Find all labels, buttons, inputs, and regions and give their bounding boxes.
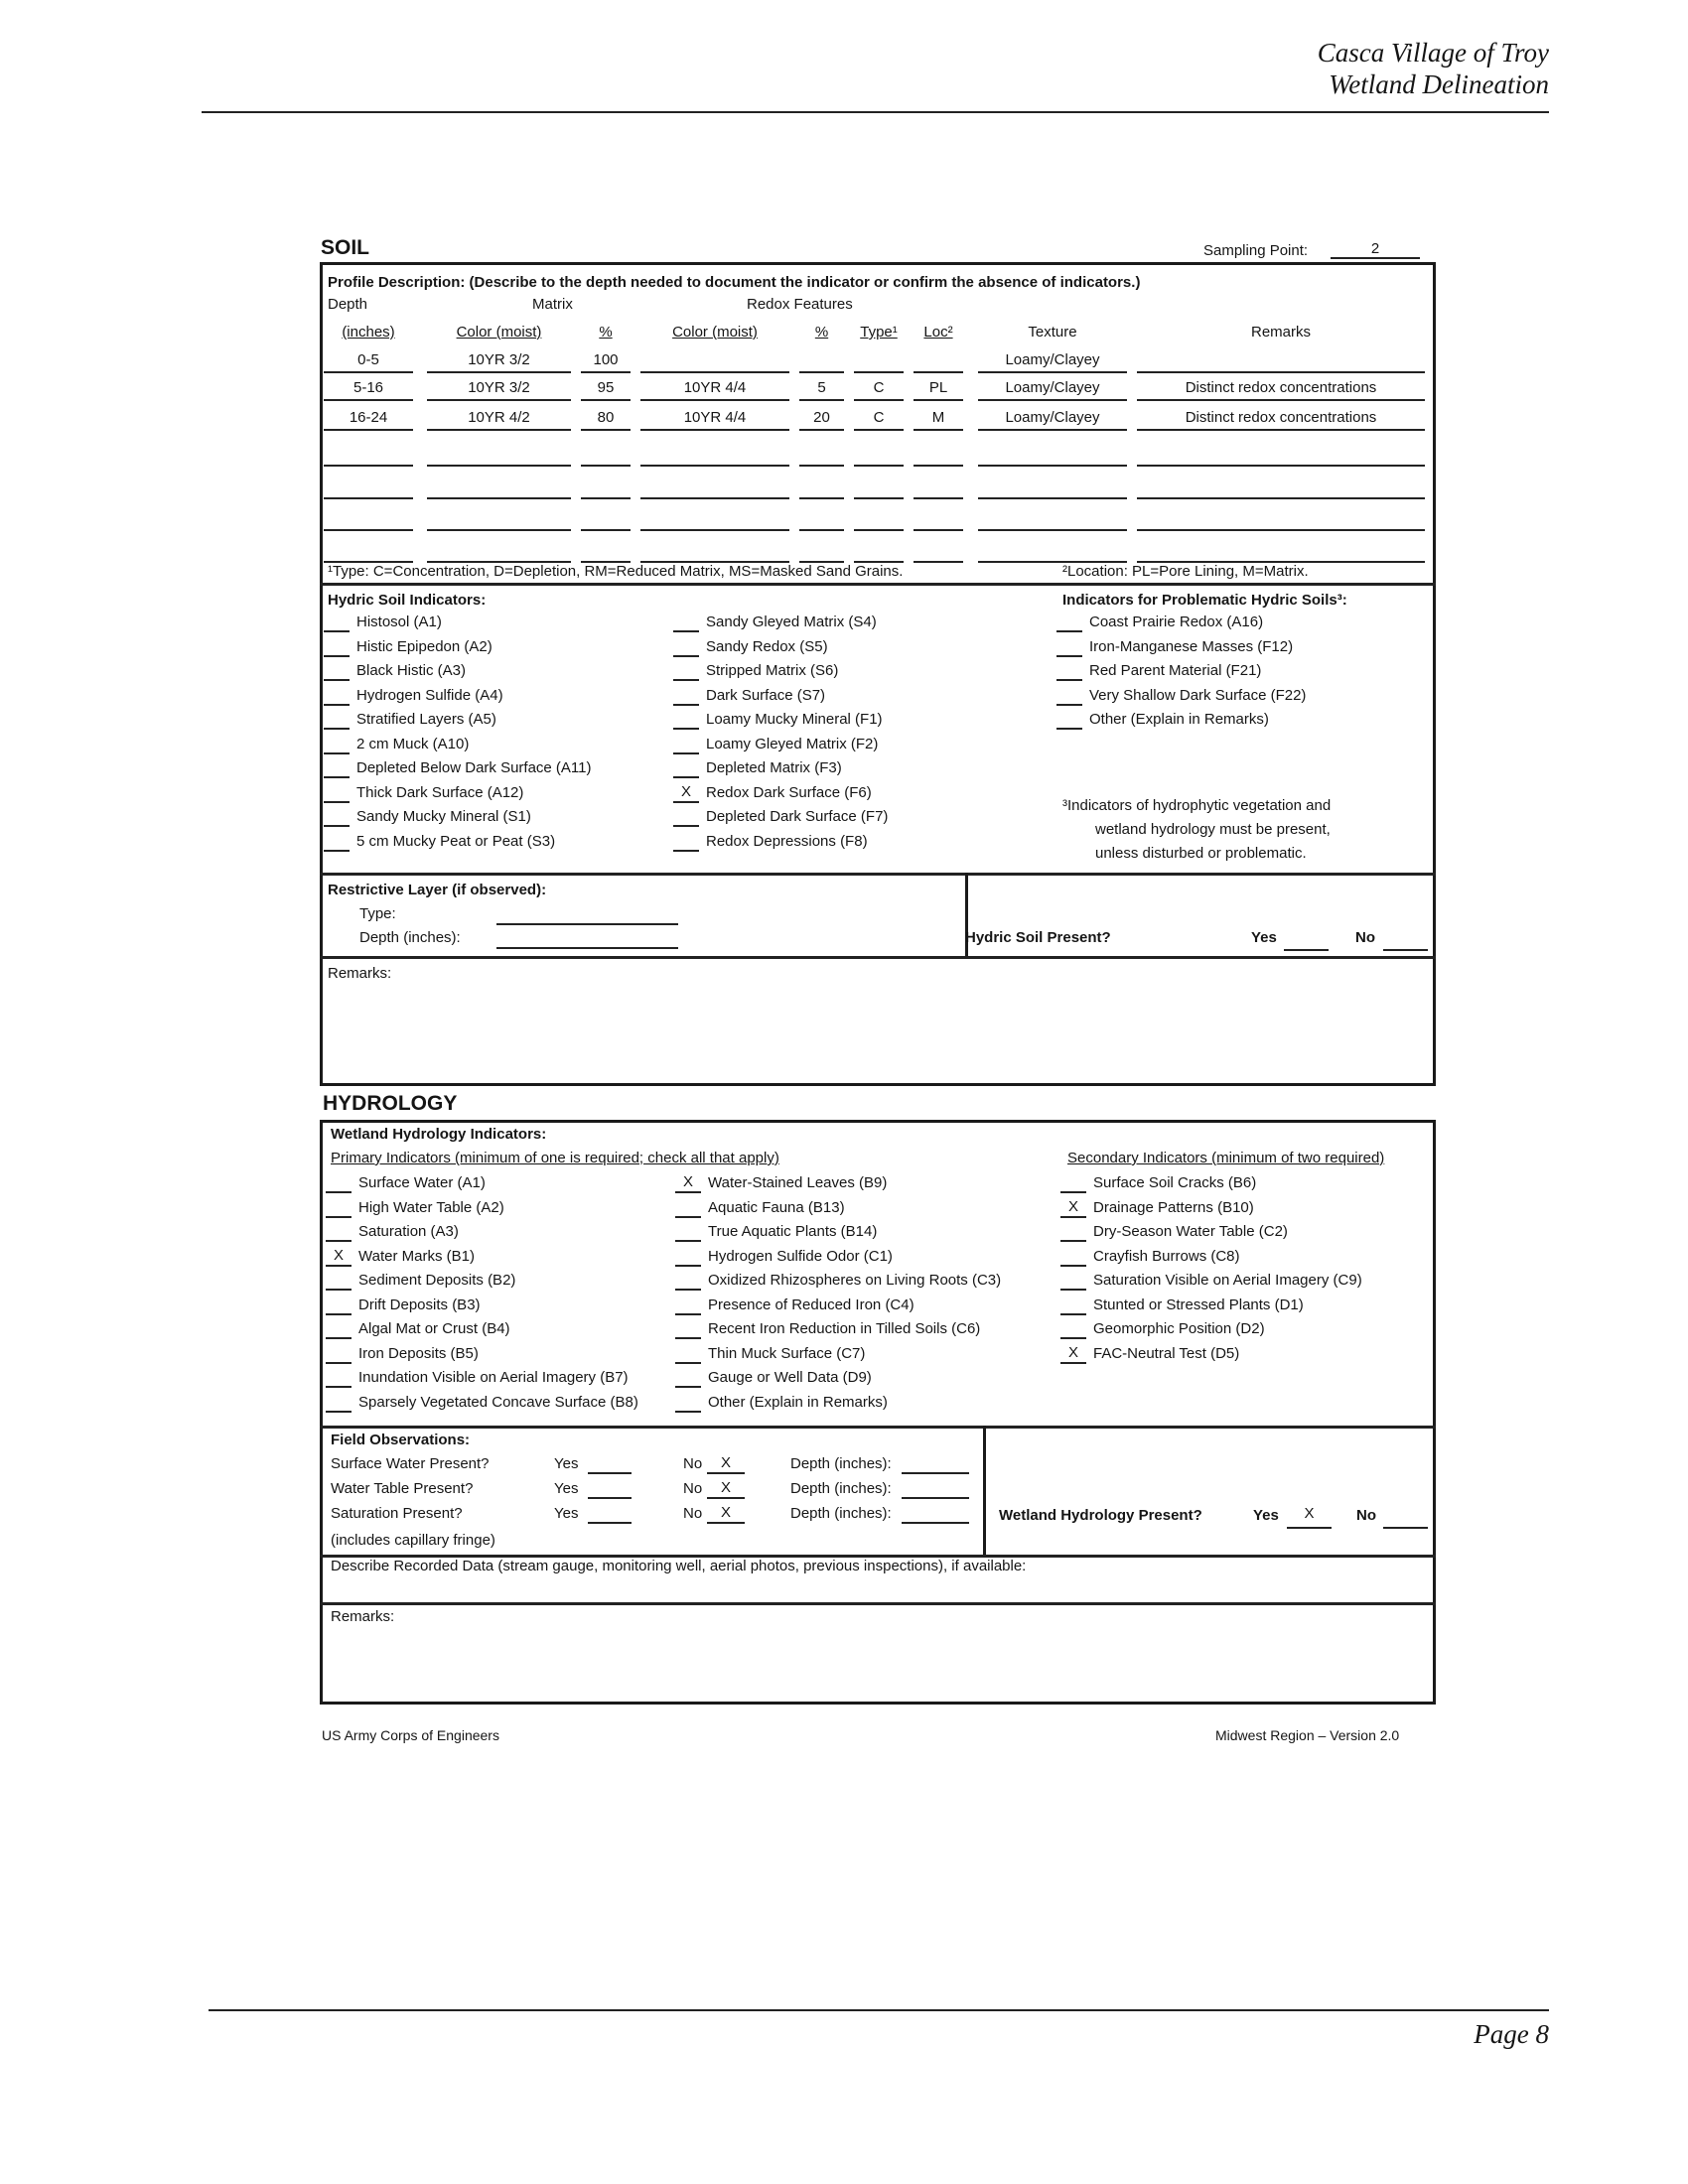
field-obs-divider (983, 1426, 986, 1555)
primary-indicator-label: Oxidized Rhizospheres on Living Roots (C3) (708, 1272, 1002, 1289)
field-obs-yes-field[interactable] (588, 1454, 632, 1474)
problematic-indicator-label: Coast Prairie Redox (A16) (1089, 614, 1264, 630)
col-texture: Texture (1028, 324, 1077, 341)
page-number: Page 8 (1474, 2019, 1549, 2049)
hydric-indicator-label: Loamy Gleyed Matrix (F2) (706, 735, 879, 752)
soil-divider-3 (320, 956, 1436, 959)
primary-indicator-label: Presence of Reduced Iron (C4) (708, 1296, 914, 1313)
table-cell-mpct: 100 (593, 351, 619, 368)
hydrology-remarks-label: Remarks: (331, 1608, 395, 1625)
problematic-indicator-check[interactable] (1056, 710, 1082, 730)
table-cell-line (640, 399, 789, 401)
field-obs-depth-label: Depth (inches): (790, 1455, 892, 1472)
table-cell-line (978, 465, 1127, 467)
table-cell-texture: Loamy/Clayey (1005, 379, 1100, 396)
secondary-indicator-label: Dry-Season Water Table (C2) (1093, 1223, 1288, 1240)
table-cell-line (640, 497, 789, 499)
table-cell-loc: PL (928, 379, 948, 396)
problematic-indicator-label: Red Parent Material (F21) (1089, 662, 1262, 679)
primary-indicators-title: Primary Indicators (minimum of one is required; check all that apply) (331, 1150, 779, 1166)
primary-indicator-label: Recent Iron Reduction in Tilled Soils (C6) (708, 1320, 981, 1337)
primary-indicator-label: Hydrogen Sulfide Odor (C1) (708, 1247, 893, 1265)
hydric-indicator-check[interactable] (673, 735, 699, 754)
primary-indicator-label: Inundation Visible on Aerial Imagery (B7) (358, 1369, 629, 1386)
table-cell-line (581, 399, 631, 401)
hydric-indicator-check[interactable] (673, 661, 699, 681)
primary-indicator-label: Surface Water (A1) (358, 1174, 486, 1191)
hydrology-divider-3 (320, 1602, 1436, 1605)
primary-indicator-check[interactable] (675, 1368, 701, 1388)
wetland-yes-field[interactable] (1287, 1527, 1332, 1529)
hydric-indicator-check[interactable] (673, 686, 699, 706)
table-cell-line (324, 465, 413, 467)
table-cell-line (914, 399, 963, 401)
secondary-indicator-check[interactable] (1060, 1296, 1086, 1315)
wetland-hydrology-present-label: Wetland Hydrology Present? (999, 1507, 1202, 1524)
form-agency: US Army Corps of Engineers (322, 1727, 499, 1743)
restrictive-layer-title: Restrictive Layer (if observed): (328, 882, 547, 898)
table-cell-line (1137, 399, 1425, 401)
hydric-yes-field[interactable] (1284, 949, 1329, 951)
table-cell-line (799, 399, 844, 401)
table-cell-line (914, 497, 963, 499)
col-matrix-color: Color (moist) (456, 324, 542, 341)
col-redox-features: Redox Features (747, 296, 853, 313)
table-cell-remarks: Distinct redox concentrations (1185, 379, 1377, 396)
primary-indicator-label: Saturation (A3) (358, 1223, 459, 1240)
hydric-indicator-label: Histosol (A1) (356, 614, 442, 630)
primary-indicator-check[interactable] (675, 1271, 701, 1291)
table-cell-line (427, 371, 571, 373)
hydric-indicator-check[interactable]: X (673, 783, 699, 803)
table-cell-line (427, 429, 571, 431)
hydric-indicator-label: Histic Epipedon (A2) (356, 637, 492, 655)
table-cell-line (640, 429, 789, 431)
table-cell-line (640, 371, 789, 373)
table-cell-rcolor: 10YR 4/4 (683, 409, 747, 426)
secondary-indicator-label: Crayfish Burrows (C8) (1093, 1247, 1240, 1265)
table-cell-line (978, 399, 1127, 401)
secondary-indicator-label: Drainage Patterns (B10) (1093, 1198, 1254, 1216)
col-redox-color: Color (moist) (672, 324, 758, 341)
table-cell-mpct: 95 (597, 379, 615, 396)
hydric-indicator-check[interactable] (324, 832, 350, 852)
secondary-indicator-check[interactable]: X (1060, 1344, 1086, 1364)
col-loc: Loc² (923, 324, 953, 341)
table-cell-line (914, 465, 963, 467)
hydric-indicator-label: 2 cm Muck (A10) (356, 735, 470, 752)
hydric-indicator-check[interactable] (324, 637, 350, 657)
primary-indicator-check[interactable] (326, 1271, 352, 1291)
primary-indicator-label: Sparsely Vegetated Concave Surface (B8) (358, 1393, 638, 1411)
table-cell-mpct: 80 (597, 409, 615, 426)
table-cell-line (581, 497, 631, 499)
soil-section-title: SOIL (321, 236, 370, 259)
field-obs-depth-field[interactable] (902, 1454, 969, 1474)
table-cell-line (427, 399, 571, 401)
hydric-indicator-label: Depleted Below Dark Surface (A11) (356, 759, 592, 776)
problematic-indicator-check[interactable] (1056, 686, 1082, 706)
table-cell-line (978, 497, 1127, 499)
table-cell-depth: 5-16 (352, 379, 384, 396)
table-cell-line (324, 529, 413, 531)
hydric-indicator-label: Black Histic (A3) (356, 662, 467, 679)
wetland-yes-label: Yes (1253, 1507, 1279, 1524)
table-cell-line (1137, 465, 1425, 467)
table-cell-texture: Loamy/Clayey (1005, 409, 1100, 426)
field-obs-label: Water Table Present? (331, 1480, 474, 1497)
table-cell-line (1137, 529, 1425, 531)
hydric-indicator-label: Depleted Matrix (F3) (706, 759, 842, 776)
location-footnote: ²Location: PL=Pore Lining, M=Matrix. (1062, 563, 1309, 580)
soil-divider-1 (320, 583, 1436, 586)
table-cell-type: C (873, 409, 885, 426)
primary-indicator-label: Other (Explain in Remarks) (708, 1393, 888, 1411)
field-obs-yes-label: Yes (554, 1480, 579, 1497)
hydric-indicator-label: Redox Dark Surface (F6) (706, 783, 872, 801)
restrictive-depth-field[interactable] (496, 947, 678, 949)
table-cell-rpct: 20 (813, 409, 830, 426)
problematic-indicator-label: Other (Explain in Remarks) (1089, 711, 1269, 728)
primary-indicator-label: Aquatic Fauna (B13) (708, 1198, 845, 1216)
table-cell-mcolor: 10YR 3/2 (468, 379, 530, 396)
field-obs-yes-field[interactable] (588, 1479, 632, 1499)
table-cell-line (1137, 371, 1425, 373)
col-matrix: Matrix (532, 296, 573, 313)
restrictive-type-label: Type: (359, 905, 396, 922)
primary-indicator-check[interactable] (675, 1198, 701, 1218)
table-cell-line (640, 529, 789, 531)
table-cell-line (799, 497, 844, 499)
table-cell-mcolor: 10YR 3/2 (468, 351, 530, 368)
primary-indicator-label: High Water Table (A2) (358, 1198, 504, 1216)
table-cell-line (1137, 429, 1425, 431)
hydric-no-field[interactable] (1383, 949, 1428, 951)
field-obs-yes-label: Yes (554, 1455, 579, 1472)
hydric-indicator-check[interactable] (673, 613, 699, 632)
hydric-indicators-title: Hydric Soil Indicators: (328, 592, 487, 609)
problematic-indicator-label: Iron-Manganese Masses (F12) (1089, 637, 1294, 655)
secondary-indicator-label: Surface Soil Cracks (B6) (1093, 1174, 1257, 1191)
hydric-indicator-label: Stripped Matrix (S6) (706, 662, 839, 679)
secondary-indicator-check[interactable]: X (1060, 1198, 1086, 1218)
table-cell-line (581, 465, 631, 467)
hydric-indicator-check[interactable] (324, 686, 350, 706)
secondary-indicator-check[interactable] (1060, 1319, 1086, 1339)
table-cell-type: C (873, 379, 885, 396)
restrictive-type-field[interactable] (496, 923, 678, 925)
primary-indicator-label: True Aquatic Plants (B14) (708, 1223, 878, 1240)
field-obs-depth-label: Depth (inches): (790, 1505, 892, 1522)
field-obs-no-field[interactable]: X (707, 1504, 745, 1524)
secondary-indicator-label: Saturation Visible on Aerial Imagery (C9) (1093, 1272, 1362, 1289)
primary-indicator-check[interactable]: X (675, 1173, 701, 1193)
field-obs-label: Saturation Present? (331, 1505, 463, 1522)
table-cell-loc: M (931, 409, 945, 426)
hydric-indicator-label: Sandy Redox (S5) (706, 637, 828, 655)
table-cell-line (854, 429, 904, 431)
hydric-indicator-label: Depleted Dark Surface (F7) (706, 808, 889, 825)
primary-indicator-check[interactable] (326, 1319, 352, 1339)
field-obs-no-label: No (683, 1505, 703, 1522)
table-cell-line (1137, 497, 1425, 499)
table-cell-texture: Loamy/Clayey (1005, 351, 1100, 368)
secondary-indicator-check[interactable] (1060, 1271, 1086, 1291)
hydric-indicator-check[interactable] (324, 661, 350, 681)
table-cell-line (324, 497, 413, 499)
table-cell-line (799, 465, 844, 467)
indicator-note-line2: wetland hydrology must be present, (1095, 821, 1331, 838)
primary-indicator-label: Iron Deposits (B5) (358, 1344, 479, 1362)
primary-indicator-label: Algal Mat or Crust (B4) (358, 1320, 510, 1337)
primary-indicator-check[interactable] (675, 1344, 701, 1364)
primary-indicator-check[interactable] (326, 1173, 352, 1193)
hydric-indicator-check[interactable] (324, 613, 350, 632)
hydric-soil-present-label: Hydric Soil Present? (965, 929, 1111, 946)
secondary-indicator-label: Geomorphic Position (D2) (1093, 1320, 1265, 1337)
table-cell-line (324, 429, 413, 431)
table-cell-line (799, 529, 844, 531)
table-cell-line (324, 371, 413, 373)
problematic-indicator-check[interactable] (1056, 613, 1082, 632)
table-cell-line (581, 371, 631, 373)
field-obs-no-field[interactable]: X (707, 1454, 745, 1474)
table-cell-line (427, 529, 571, 531)
hydric-indicator-check[interactable] (673, 758, 699, 778)
field-obs-no-label: No (683, 1455, 703, 1472)
primary-indicator-check[interactable] (675, 1296, 701, 1315)
col-type: Type¹ (860, 324, 898, 341)
footer-rule (209, 2009, 1549, 2011)
sampling-point-value: 2 (1331, 240, 1420, 259)
problematic-indicator-check[interactable] (1056, 637, 1082, 657)
soil-remarks-label: Remarks: (328, 965, 392, 982)
primary-indicator-check[interactable] (675, 1393, 701, 1413)
field-obs-depth-field[interactable] (902, 1504, 969, 1524)
problematic-indicators-title: Indicators for Problematic Hydric Soils³: (1062, 592, 1347, 609)
hydric-indicator-label: 5 cm Mucky Peat or Peat (S3) (356, 832, 556, 850)
hydric-indicator-check[interactable] (324, 783, 350, 803)
primary-indicator-label: Sediment Deposits (B2) (358, 1272, 516, 1289)
table-cell-line (854, 371, 904, 373)
primary-indicator-check[interactable] (675, 1319, 701, 1339)
primary-indicator-check[interactable]: X (326, 1247, 352, 1267)
form-version: Midwest Region – Version 2.0 (1215, 1727, 1400, 1743)
col-remarks: Remarks (1250, 324, 1311, 341)
table-cell-line (914, 371, 963, 373)
hydric-indicator-check[interactable] (673, 710, 699, 730)
primary-indicator-label: Drift Deposits (B3) (358, 1296, 481, 1313)
restrictive-depth-label: Depth (inches): (359, 929, 461, 946)
hydrology-section-title: HYDROLOGY (323, 1092, 458, 1115)
profile-description: Profile Description: (Describe to the depth needed to document the indicator or confirm the absence of indicators.) (328, 274, 1141, 291)
col-matrix-percent: % (599, 324, 613, 341)
table-cell-line (978, 371, 1127, 373)
wetland-hydrology-indicators-title: Wetland Hydrology Indicators: (331, 1126, 547, 1143)
hydric-indicator-check[interactable] (324, 710, 350, 730)
secondary-indicator-label: FAC-Neutral Test (D5) (1093, 1344, 1240, 1362)
type-footnote: ¹Type: C=Concentration, D=Depletion, RM=Reduced Matrix, MS=Masked Sand Grains. (328, 563, 904, 580)
indicator-note-line3: unless disturbed or problematic. (1095, 845, 1307, 862)
table-cell-remarks: Distinct redox concentrations (1185, 409, 1377, 426)
table-cell-line (854, 399, 904, 401)
secondary-indicator-label: Stunted or Stressed Plants (D1) (1093, 1296, 1304, 1313)
table-cell-line (914, 561, 963, 563)
secondary-indicator-check[interactable] (1060, 1173, 1086, 1193)
hydric-indicator-label: Loamy Mucky Mineral (F1) (706, 711, 883, 728)
field-obs-no-field[interactable]: X (707, 1479, 745, 1499)
field-obs-yes-field[interactable] (588, 1504, 632, 1524)
hydric-indicator-label: Stratified Layers (A5) (356, 711, 496, 728)
col-depth-unit: (inches) (342, 324, 395, 341)
hydric-indicator-check[interactable] (673, 807, 699, 827)
table-cell-line (799, 429, 844, 431)
hydric-indicator-label: Hydrogen Sulfide (A4) (356, 686, 503, 704)
hydric-indicator-check[interactable] (324, 735, 350, 754)
hydric-indicator-check[interactable] (324, 807, 350, 827)
problematic-indicator-label: Very Shallow Dark Surface (F22) (1089, 686, 1307, 704)
field-obs-no-label: No (683, 1480, 703, 1497)
secondary-indicators-title: Secondary Indicators (minimum of two required) (1067, 1150, 1385, 1166)
table-cell-line (581, 529, 631, 531)
header-rule (202, 111, 1549, 113)
primary-indicator-check[interactable] (326, 1368, 352, 1388)
capillary-fringe-note: (includes capillary fringe) (331, 1532, 495, 1549)
table-cell-mcolor: 10YR 4/2 (468, 409, 530, 426)
primary-indicator-check[interactable] (326, 1344, 352, 1364)
report-title: Casca Village of Troy (1317, 38, 1549, 68)
hydric-indicator-label: Redox Depressions (F8) (706, 832, 868, 850)
primary-indicator-label: Water-Stained Leaves (B9) (708, 1174, 888, 1191)
table-cell-line (854, 465, 904, 467)
table-cell-line (324, 399, 413, 401)
sampling-point-label: Sampling Point: (1203, 242, 1309, 259)
recorded-data-label: Describe Recorded Data (stream gauge, monitoring well, aerial photos, previous inspections), if available: (331, 1558, 1027, 1574)
primary-indicator-check[interactable] (326, 1296, 352, 1315)
primary-indicator-check[interactable] (675, 1222, 701, 1242)
hydric-indicator-check[interactable] (673, 832, 699, 852)
primary-indicator-label: Thin Muck Surface (C7) (708, 1344, 866, 1362)
table-cell-line (854, 529, 904, 531)
table-cell-line (640, 465, 789, 467)
hydrology-divider-1 (320, 1426, 1436, 1429)
table-cell-line (914, 429, 963, 431)
hydric-yes-label: Yes (1251, 929, 1277, 946)
col-redox-percent: % (814, 324, 829, 341)
secondary-indicator-check[interactable] (1060, 1222, 1086, 1242)
table-cell-depth: 0-5 (357, 351, 379, 368)
col-depth: Depth (328, 296, 368, 313)
primary-indicator-check[interactable] (326, 1393, 352, 1413)
hydric-indicator-label: Sandy Gleyed Matrix (S4) (706, 614, 877, 630)
soil-divider-2 (320, 873, 1436, 876)
hydric-indicator-check[interactable] (324, 758, 350, 778)
table-cell-rcolor: 10YR 4/4 (683, 379, 747, 396)
table-cell-line (854, 497, 904, 499)
wetland-yes-value: X (1304, 1505, 1315, 1522)
field-obs-depth-label: Depth (inches): (790, 1480, 892, 1497)
table-cell-line (427, 497, 571, 499)
table-cell-line (581, 429, 631, 431)
secondary-indicator-check[interactable] (1060, 1247, 1086, 1267)
primary-indicator-check[interactable] (326, 1222, 352, 1242)
primary-indicator-label: Water Marks (B1) (358, 1247, 475, 1265)
report-subtitle: Wetland Delineation (1329, 69, 1549, 99)
table-cell-line (427, 465, 571, 467)
wetland-no-field[interactable] (1383, 1527, 1428, 1529)
field-obs-yes-label: Yes (554, 1505, 579, 1522)
table-cell-line (914, 529, 963, 531)
hydric-indicator-label: Dark Surface (S7) (706, 686, 826, 704)
problematic-indicator-check[interactable] (1056, 661, 1082, 681)
field-observations-title: Field Observations: (331, 1432, 471, 1448)
primary-indicator-check[interactable] (326, 1198, 352, 1218)
hydric-indicator-label: Thick Dark Surface (A12) (356, 783, 524, 801)
hydric-no-label: No (1355, 929, 1375, 946)
table-cell-line (799, 371, 844, 373)
table-cell-line (978, 529, 1127, 531)
wetland-no-label: No (1356, 1507, 1376, 1524)
indicator-note-line1: ³Indicators of hydrophytic vegetation and (1062, 797, 1332, 814)
hydric-indicator-label: Sandy Mucky Mineral (S1) (356, 808, 531, 825)
table-cell-depth: 16-24 (349, 409, 388, 426)
table-cell-rpct: 5 (817, 379, 826, 396)
field-obs-label: Surface Water Present? (331, 1455, 490, 1472)
hydric-indicator-check[interactable] (673, 637, 699, 657)
table-cell-line (978, 429, 1127, 431)
primary-indicator-label: Gauge or Well Data (D9) (708, 1369, 872, 1386)
primary-indicator-check[interactable] (675, 1247, 701, 1267)
field-obs-depth-field[interactable] (902, 1479, 969, 1499)
